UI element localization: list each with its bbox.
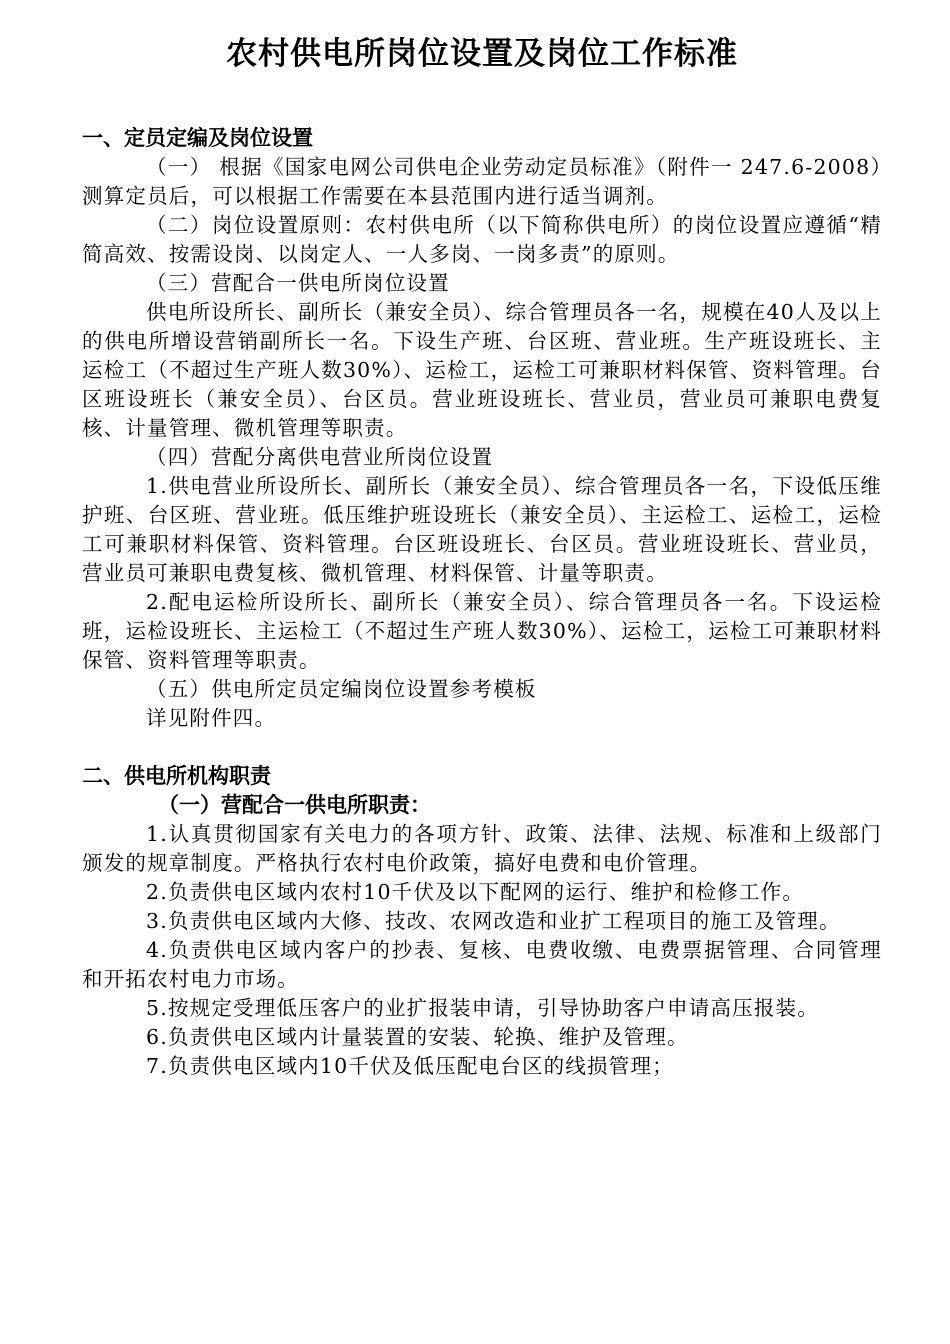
document-page <box>82 30 882 1081</box>
section-1-paragraph: 1.供电营业所设所长、副所长（兼安全员）、综合管理员各一名，下设低压维护班、台区班、营业班。低压维护班设班长（兼安全员）、主运检工、运检工，运检工可兼职材料保管、资料管理。台区班设班长、台区员。营业班设班长、营业员，营业员可兼职电费复核、微机管理、材料保管、计量等职责。 <box>82 474 882 585</box>
section-1-paragraph: （三）营配合一供电所岗位设置 <box>146 271 450 295</box>
section-2-paragraph: 1.认真贯彻国家有关电力的各项方针、政策、法律、法规、标准和上级部门颁发的规章制度。严格执行农村电价政策，搞好电费和电价管理。 <box>82 822 882 875</box>
section-1-heading: 一、定员定编及岗位设置 <box>82 126 313 150</box>
section-2-paragraph: 6.负责供电区域内计量装置的安装、轮换、维护及管理。 <box>146 1025 689 1049</box>
section-1-paragraph: 2.配电运检所设所长、副所长（兼安全员）、综合管理员各一名。下设运检班，运检设班长、主运检工（不超过生产班人数30%）、运检工，运检工可兼职材料保管、资料管理等职责。 <box>82 590 882 672</box>
section-1-paragraph: 详见附件四。 <box>146 706 277 730</box>
section-2-paragraph: 4.负责供电区域内客户的抄表、复核、电费收缴、电费票据管理、合同管理和开拓农村电力市场。 <box>82 938 882 991</box>
section-1-paragraph: （四）营配分离供电营业所岗位设置 <box>146 445 494 469</box>
section-2-paragraph: 7.负责供电区域内10千伏及低压配电台区的线损管理； <box>146 1054 674 1078</box>
section-1-paragraph: 供电所设所长、副所长（兼安全员）、综合管理员各一名，规模在40人及以上的供电所增设营销副所长一名。下设生产班、台区班、营业班。生产班设班长、主运检工（不超过生产班人数30%）、运检工，运检工可兼职材料保管、资料管理。台区班设班长（兼安全员）、台区员。营业班设班长、营业员，营业员可兼职电费复核、计量管理、微机管理等职责。 <box>82 300 882 440</box>
section-1-paragraph: （一） 根据《国家电网公司供电企业劳动定员标准》（附件一 247.6-2008）测算定员后，可以根据工作需要在本县范围内进行适当调剂。 <box>82 155 882 208</box>
section-2-paragraph: 5.按规定受理低压客户的业扩报装申请，引导协助客户申请高压报装。 <box>146 996 819 1020</box>
page-title: 农村供电所岗位设置及岗位工作标准 <box>226 36 738 72</box>
section-2-heading: 二、供电所机构职责 <box>82 764 271 788</box>
section-spacer <box>82 733 882 762</box>
section-1-paragraph: （二）岗位设置原则：农村供电所（以下简称供电所）的岗位设置应遵循“精简高效、按需设岗、以岗定人、一人多岗、一岗多责”的原则。 <box>82 213 882 266</box>
section-2-paragraph: 3.负责供电区域内大修、技改、农网改造和业扩工程项目的施工及管理。 <box>146 909 841 933</box>
section-1-paragraph: （五）供电所定员定编岗位设置参考模板 <box>146 677 537 701</box>
section-2-subheading: （一）营配合一供电所职责： <box>158 793 431 817</box>
section-2-paragraph: 2.负责供电区域内农村10千伏及以下配网的运行、维护和检修工作。 <box>146 880 805 904</box>
